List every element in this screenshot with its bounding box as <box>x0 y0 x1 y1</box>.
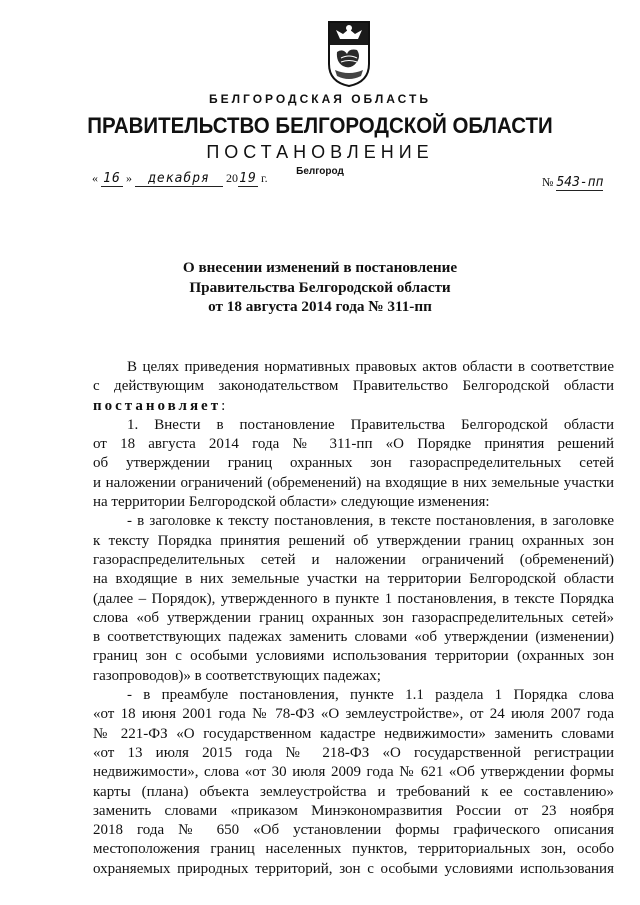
document-body <box>93 358 614 879</box>
government-title: ПРАВИТЕЛЬСТВО БЕЛГОРОДСКОЙ ОБЛАСТИ <box>87 113 553 138</box>
body-line: заменить словами «приказом Минэкономразвития России от 23 ноября <box>93 802 614 819</box>
body-line: с действующим законодательством Правительство Белгородской области <box>93 378 614 395</box>
body-line: «от 13 июля 2015 года № 218-ФЗ «О государственной регистрации <box>93 744 614 761</box>
body-line: и наложении ограничений (обременений) на входящие в них земельные участки <box>93 474 614 491</box>
body-line: - в преамбуле постановления, пункте 1.1 раздела 1 Порядка слова <box>127 687 614 704</box>
date-day: 16 <box>101 171 123 187</box>
coat-of-arms-icon <box>327 20 371 88</box>
document-number <box>542 175 603 190</box>
document-title <box>0 258 640 317</box>
resolves-colon: : <box>221 397 226 414</box>
body-line: местоположения границ населенных пунктов, территориальных зон, особо <box>93 841 614 858</box>
body-line: «от 18 июня 2001 года № 78-ФЗ «О землеустройстве», от 24 июля 2007 года <box>93 706 614 723</box>
body-line: от 18 августа 2014 года № 311-пп «О Порядке принятия решений <box>93 436 614 453</box>
date-year-suffix: 19 <box>239 171 257 186</box>
title-line: О внесении изменений в постановление <box>182 259 458 276</box>
body-line: границ зон с особыми условиями использования территории (охранных зон <box>93 648 614 665</box>
body-line: недвижимости», слова «от 30 июля 2009 года № 621 «Об утверждении формы <box>93 764 614 781</box>
number-prefix: № <box>542 175 554 189</box>
resolves-word: постановляет <box>93 397 222 414</box>
body-line: на территории Белгородской области» следующие изменения: <box>93 494 490 511</box>
body-line: к тексту Порядка принятия решений об утверждении границ охранных зон <box>93 532 614 549</box>
body-line: 1. Внести в постановление Правительства Белгородской области <box>127 416 614 433</box>
title-line: Правительства Белгородской области <box>189 278 451 296</box>
city-name: Белгород <box>296 166 344 177</box>
date-open-quote: « <box>92 171 98 185</box>
body-line: карты (плана) объекта землеустройства и требований к ее составлению» <box>93 783 614 800</box>
body-line: 2018 года № 650 «Об установлении формы графического описания <box>93 822 614 839</box>
body-line: слова «об утверждении границ охранных зон газораспределительных сетей» <box>93 609 614 626</box>
body-line: на входящие в них земельные участки на территории Белгородской области <box>93 571 614 588</box>
body-line: В целях приведения нормативных правовых актов области в соответствие <box>127 359 614 375</box>
body-line: газораспределительных сетей и наложении ограничений (обременений) <box>93 551 614 568</box>
body-line: газопроводов)» в соответствующих падежах; <box>93 667 381 684</box>
date-year-prefix: 20 <box>226 171 238 185</box>
body-line: об утверждении границ охранных зон газораспределительных сетей <box>93 455 614 472</box>
region-name: БЕЛГОРОДСКАЯ ОБЛАСТЬ <box>209 92 431 106</box>
body-line: в соответствующих падежах заменить словами «об утверждении (изменении) <box>93 629 614 646</box>
date-month: декабря <box>135 171 223 187</box>
number-value: 543-пп <box>556 175 604 190</box>
date-close-quote: » <box>126 171 132 185</box>
date-year-unit: г. <box>261 171 268 185</box>
document-type: ПОСТАНОВЛЕНИЕ <box>206 142 434 162</box>
document-date <box>92 171 268 187</box>
title-line: от 18 августа 2014 года № 311-пп <box>208 298 432 315</box>
resolves-line <box>93 397 614 416</box>
body-line: - в заголовке к тексту постановления, в тексте постановления, в заголовке <box>127 513 614 530</box>
body-line: № 221-ФЗ «О государственном кадастре недвижимости» заменить словами <box>93 725 614 742</box>
body-line: (далее – Порядок), утвержденного в пункте 1 постановления, в тексте Порядка <box>93 590 614 607</box>
body-line: охраняемых природных территорий, зон с особыми условиями использования <box>93 860 614 877</box>
